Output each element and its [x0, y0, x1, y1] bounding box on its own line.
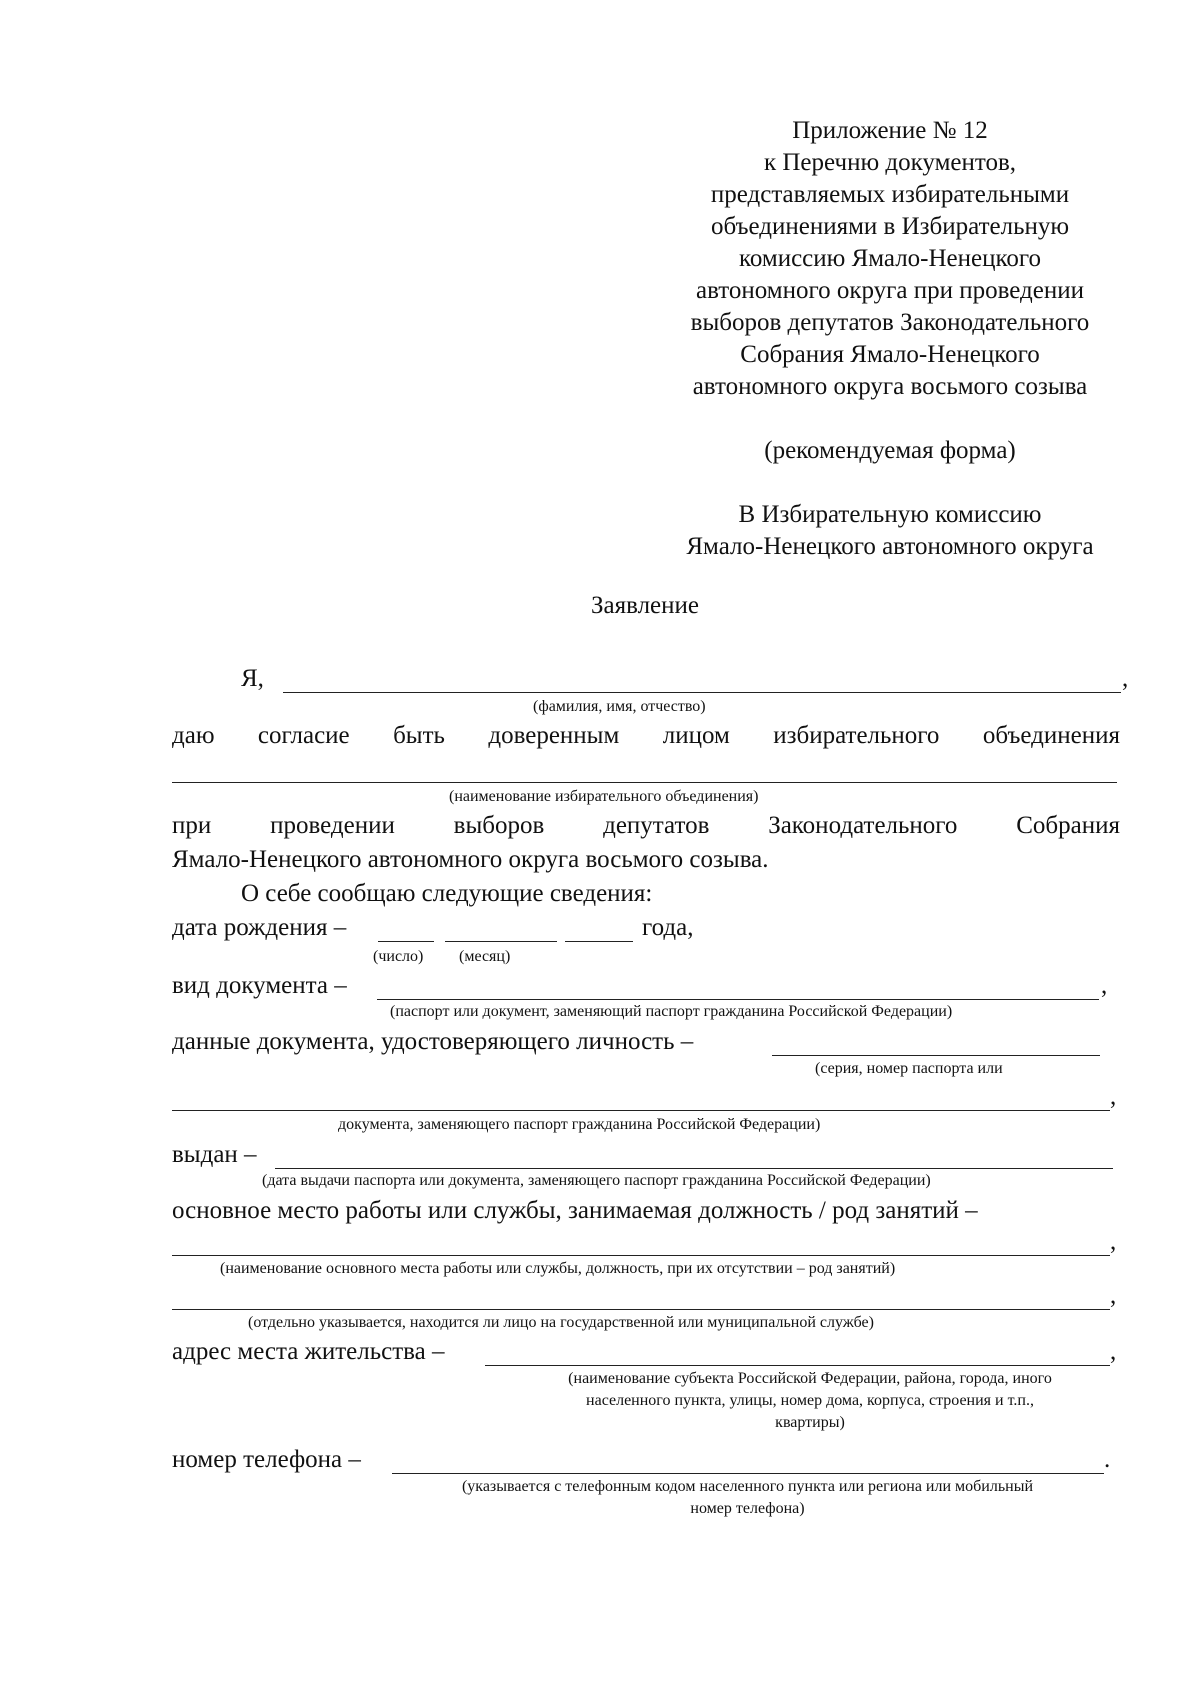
- about-line: О себе сообщаю следующие сведения:: [241, 880, 653, 907]
- elections-line-2: Ямало-Ненецкого автономного округа восьмого созыва.: [172, 846, 769, 873]
- word: Собрания: [1016, 812, 1120, 839]
- caption-work: (наименование основного места работы или службы, должность, при их отсутствии – род занятий): [220, 1260, 896, 1277]
- caption-address-2: населенного пункта, улицы, номер дома, корпуса, строения и т.п.,: [586, 1392, 1034, 1409]
- word: депутатов: [603, 812, 710, 839]
- dob-label: дата рождения –: [172, 914, 347, 941]
- form-note: (рекомендуемая форма): [764, 437, 1016, 464]
- work-label: основное место работы или службы, занимаемая должность / род занятий –: [172, 1197, 978, 1224]
- doctype-field[interactable]: [377, 999, 1099, 1000]
- word: быть: [393, 722, 445, 749]
- header-line: автономного округа при проведении: [695, 277, 1085, 304]
- word: избирательного: [773, 722, 940, 749]
- caption-doctype: (паспорт или документ, заменяющий паспорт гражданина Российской Федерации): [390, 1003, 953, 1020]
- word: лицом: [662, 722, 730, 749]
- word: даю: [172, 722, 215, 749]
- word: Законодательного: [768, 812, 958, 839]
- docdata-label: данные документа, удостоверяющего личность –: [172, 1028, 694, 1055]
- header-line: автономного округа восьмого созыва: [692, 373, 1088, 400]
- header-line: Собрания Ямало-Ненецкого: [740, 341, 1040, 368]
- dob-year-field[interactable]: [565, 941, 633, 942]
- phone-label: номер телефона –: [172, 1446, 361, 1473]
- addressee-line: В Избирательную комиссию: [738, 501, 1042, 528]
- header-line: комиссию Ямало-Ненецкого: [738, 245, 1042, 272]
- elections-line: [172, 812, 1120, 840]
- phone-field[interactable]: [392, 1473, 1104, 1474]
- service-field[interactable]: [172, 1309, 1110, 1310]
- comma: ,: [1122, 665, 1129, 692]
- doctype-label: вид документа –: [172, 972, 347, 999]
- word: объединения: [982, 722, 1120, 749]
- comma: ,: [1101, 972, 1108, 999]
- header-line: представляемых избирательными: [710, 181, 1070, 208]
- document-title: Заявление: [590, 592, 700, 619]
- address-label: адрес места жительства –: [172, 1338, 445, 1365]
- word: доверенным: [488, 722, 620, 749]
- word: согласие: [257, 722, 350, 749]
- caption-service: (отдельно указывается, находится ли лицо на государственной или муниципальной службе): [248, 1314, 874, 1331]
- comma: ,: [1110, 1282, 1117, 1309]
- dob-month-field[interactable]: [445, 941, 557, 942]
- fio-field[interactable]: [283, 692, 1121, 693]
- caption-docdata-1: (серия, номер паспорта или: [815, 1060, 1003, 1077]
- address-field[interactable]: [485, 1365, 1110, 1366]
- header-line: выборов депутатов Законодательного: [690, 309, 1090, 336]
- header-line: Приложение № 12: [792, 117, 988, 144]
- dob-day-field[interactable]: [378, 941, 434, 942]
- period: .: [1104, 1446, 1111, 1473]
- addressee-line: Ямало-Ненецкого автономного округа: [686, 533, 1094, 560]
- caption-fio: (фамилия, имя, отчество): [533, 698, 706, 715]
- issued-label: выдан –: [172, 1141, 257, 1168]
- caption-docdata-2: документа, заменяющего паспорт гражданина Российской Федерации): [338, 1116, 821, 1133]
- organization-field[interactable]: [172, 782, 1117, 783]
- caption-issued: (дата выдачи паспорта или документа, заменяющего паспорт гражданина Российской Федерации): [262, 1172, 931, 1189]
- work-field[interactable]: [172, 1255, 1110, 1256]
- caption-address-1: (наименование субъекта Российской Федерации, района, города, иного: [568, 1370, 1052, 1387]
- header-line: объединениями в Избирательную: [710, 213, 1070, 240]
- word: проведении: [270, 812, 395, 839]
- docdata-field-1[interactable]: [772, 1055, 1100, 1056]
- comma: ,: [1110, 1338, 1117, 1365]
- header-line: к Перечню документов,: [763, 149, 1017, 176]
- caption-day: (число): [373, 948, 424, 965]
- issued-field[interactable]: [275, 1168, 1113, 1169]
- caption-organization: (наименование избирательного объединения): [449, 788, 759, 805]
- consent-line: [172, 722, 1120, 750]
- caption-month: (месяц): [459, 948, 511, 965]
- ya-label: Я,: [241, 665, 264, 692]
- comma: ,: [1110, 1083, 1117, 1110]
- word: при: [172, 812, 212, 839]
- caption-phone-2: номер телефона): [690, 1500, 805, 1517]
- dob-suffix: года,: [642, 914, 694, 941]
- caption-address-3: квартиры): [775, 1414, 845, 1431]
- word: выборов: [453, 812, 545, 839]
- comma: ,: [1110, 1228, 1117, 1255]
- docdata-field-2[interactable]: [172, 1110, 1110, 1111]
- caption-phone-1: (указывается с телефонным кодом населенного пункта или региона или мобильный: [461, 1478, 1034, 1495]
